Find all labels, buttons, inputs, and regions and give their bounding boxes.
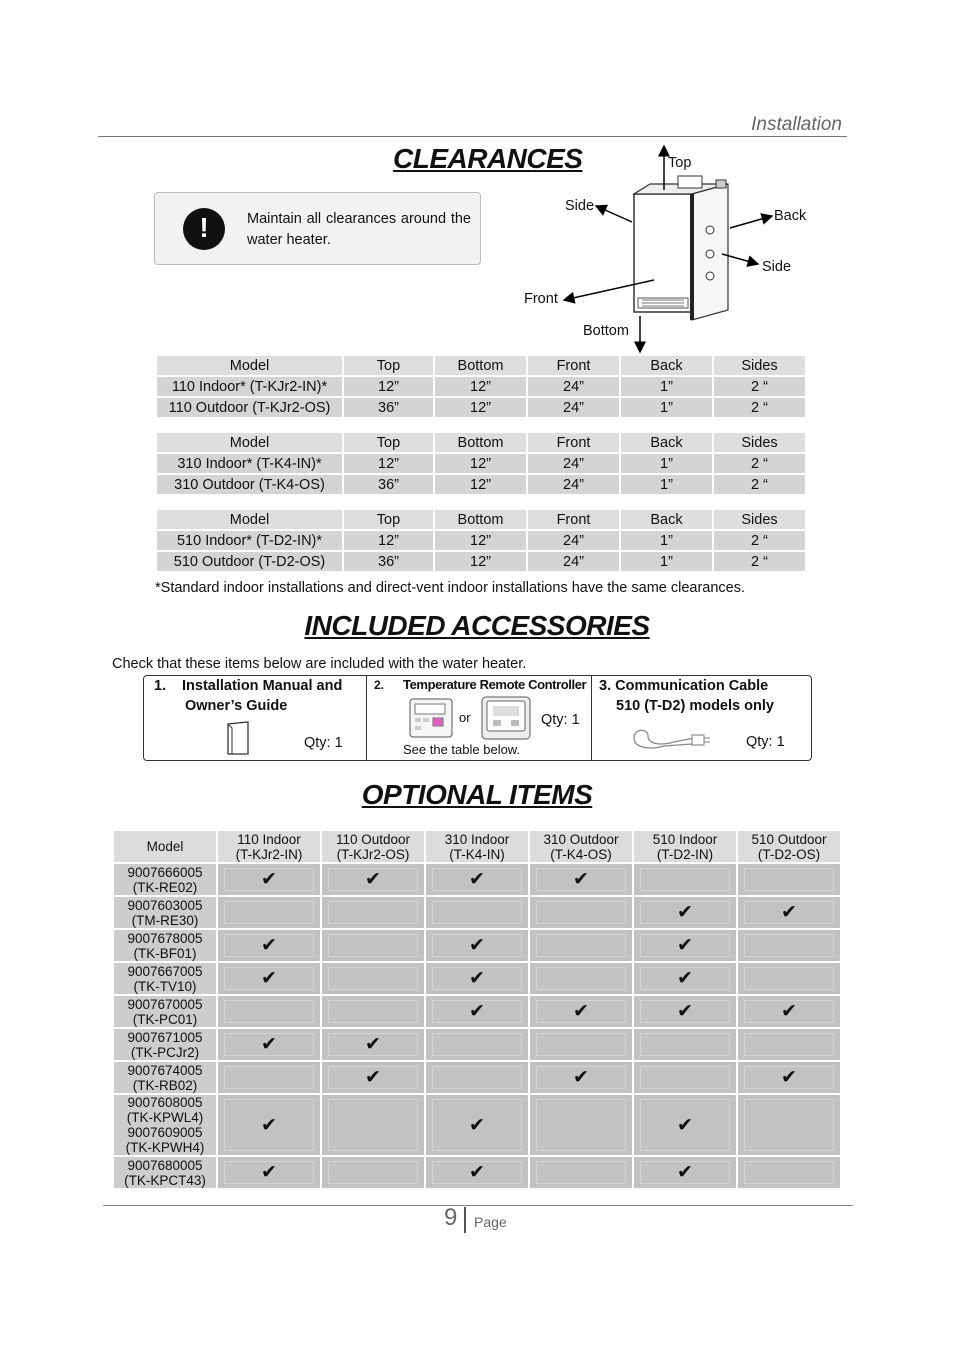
- cell: 12”: [435, 475, 526, 494]
- empty-cell: [426, 1062, 528, 1093]
- cell: 36”: [344, 552, 433, 571]
- clearance-table-110: [155, 354, 807, 419]
- compatible-cell: [426, 1095, 528, 1155]
- cell: 510 Indoor* (T-D2-IN)*: [157, 531, 342, 550]
- compatible-cell: [218, 1157, 320, 1188]
- accessories-title: INCLUDED ACCESSORIES: [304, 610, 650, 641]
- compatible-cell: [530, 1062, 632, 1093]
- empty-cell: [530, 963, 632, 994]
- cell: 36”: [344, 475, 433, 494]
- check-mark-icon: ✔: [677, 1114, 693, 1136]
- water-heater-illustration: [634, 176, 728, 320]
- model-line: 9007667005: [127, 963, 203, 979]
- col-header: 510 Outdoor (T-D2-OS): [738, 831, 840, 862]
- col-header: Front: [528, 433, 619, 452]
- clearance-table-510: [155, 508, 807, 573]
- cell: 1”: [621, 377, 712, 396]
- cell: 1”: [621, 398, 712, 417]
- table-row: [114, 1157, 840, 1188]
- check-mark-icon: ✔: [677, 935, 693, 956]
- compatible-cell: [634, 963, 736, 994]
- cable-icon: [630, 724, 714, 754]
- remote-controller-alt-icon: [481, 696, 531, 740]
- compatible-cell: [738, 1062, 840, 1093]
- model-cell: [114, 1029, 216, 1060]
- cell: 1”: [621, 454, 712, 473]
- model-line: (TK-BF01): [133, 945, 197, 961]
- col-header: Sides: [714, 510, 805, 529]
- col-header: Front: [528, 356, 619, 375]
- table-row: [157, 475, 805, 494]
- label-side-left: Side: [565, 198, 595, 214]
- model-line: 9007608005: [127, 1095, 203, 1110]
- label-back: Back: [774, 208, 807, 224]
- check-mark-icon: ✔: [781, 902, 797, 923]
- check-mark-icon: ✔: [781, 1067, 797, 1088]
- compatible-cell: [218, 864, 320, 895]
- empty-cell: [530, 1029, 632, 1060]
- cell: 2 “: [714, 531, 805, 550]
- check-mark-icon: ✔: [469, 1162, 485, 1183]
- header-rule: [98, 136, 847, 137]
- cell: 12”: [435, 398, 526, 417]
- table-row: [114, 1029, 840, 1060]
- cell: 36”: [344, 398, 433, 417]
- empty-cell: [738, 930, 840, 961]
- cell: 12”: [435, 454, 526, 473]
- cell: 1”: [621, 475, 712, 494]
- warning-box: [154, 192, 481, 265]
- item-note: See the table below.: [403, 742, 521, 757]
- compatible-cell: [634, 1095, 736, 1155]
- accessory-communication-cable: [592, 676, 810, 760]
- model-line: 9007671005: [127, 1029, 203, 1045]
- model-cell: [114, 1062, 216, 1093]
- compatible-cell: [218, 963, 320, 994]
- compatible-cell: [218, 1095, 320, 1155]
- cell: 2 “: [714, 377, 805, 396]
- check-mark-icon: ✔: [261, 1162, 277, 1183]
- accessories-box: [143, 675, 812, 761]
- cell: 110 Outdoor (T-KJr2-OS): [157, 398, 342, 417]
- clearances-title: CLEARANCES: [393, 143, 583, 174]
- clearance-table-310: [155, 431, 807, 496]
- check-mark-icon: ✔: [573, 869, 589, 890]
- cell: 310 Outdoor (T-K4-OS): [157, 475, 342, 494]
- clearance-diagram: [520, 140, 820, 355]
- cell: 24”: [528, 552, 619, 571]
- col-header: Bottom: [435, 510, 526, 529]
- check-mark-icon: ✔: [261, 968, 277, 989]
- empty-cell: [738, 1157, 840, 1188]
- compatible-cell: [426, 864, 528, 895]
- table-row: [114, 897, 840, 928]
- col-header: 510 Indoor (T-D2-IN): [634, 831, 736, 862]
- item-title: Installation Manual and: [182, 678, 343, 694]
- compatible-cell: [218, 1029, 320, 1060]
- page-separator: [464, 1207, 466, 1233]
- check-mark-icon: ✔: [781, 1001, 797, 1022]
- model-line: (TK-PC01): [132, 1011, 198, 1027]
- item-number: 1.: [154, 678, 167, 694]
- empty-cell: [738, 864, 840, 895]
- compatible-cell: [426, 1157, 528, 1188]
- col-header: Back: [621, 510, 712, 529]
- model-line: (TK-PCJr2): [130, 1044, 200, 1060]
- col-header: Top: [344, 356, 433, 375]
- col-header: Sides: [714, 433, 805, 452]
- model-line: 9007609005: [127, 1125, 203, 1140]
- manual-icon: [226, 720, 252, 756]
- table-header-row: [114, 831, 840, 862]
- model-line: (TK-KPWH4): [125, 1140, 205, 1155]
- compatible-cell: [634, 1157, 736, 1188]
- compatible-cell: [218, 930, 320, 961]
- cell: 310 Indoor* (T-K4-IN)*: [157, 454, 342, 473]
- check-mark-icon: ✔: [573, 1001, 589, 1022]
- model-cell: [114, 930, 216, 961]
- warning-text: Maintain all clearances around the water heater.: [247, 211, 471, 248]
- label-top: Top: [668, 155, 692, 171]
- cell: 2 “: [714, 398, 805, 417]
- model-cell: [114, 864, 216, 895]
- compatible-cell: [426, 930, 528, 961]
- check-mark-icon: ✔: [261, 1114, 277, 1136]
- cell: 24”: [528, 377, 619, 396]
- compatible-cell: [634, 897, 736, 928]
- col-header: Bottom: [435, 356, 526, 375]
- arrow-back: [730, 216, 772, 228]
- cell: 510 Outdoor (T-D2-OS): [157, 552, 342, 571]
- model-line: 9007666005: [127, 864, 203, 880]
- col-header: 310 Outdoor (T-K4-OS): [530, 831, 632, 862]
- model-line: (TM-RE30): [131, 912, 199, 928]
- check-mark-icon: ✔: [365, 1067, 381, 1088]
- table-row: [114, 930, 840, 961]
- col-header: Front: [528, 510, 619, 529]
- compatible-cell: [322, 1029, 424, 1060]
- table-row: [114, 996, 840, 1027]
- empty-cell: [322, 963, 424, 994]
- compatible-cell: [738, 996, 840, 1027]
- cell: 12”: [435, 552, 526, 571]
- check-mark-icon: ✔: [677, 968, 693, 989]
- empty-cell: [530, 1157, 632, 1188]
- item-title: 3. Communication Cable: [599, 678, 769, 694]
- model-cell: [114, 897, 216, 928]
- check-mark-icon: ✔: [261, 935, 277, 956]
- accessory-manual: [144, 676, 366, 760]
- empty-cell: [426, 897, 528, 928]
- item-subtitle: 510 (T-D2) models only: [616, 698, 774, 714]
- clearance-footnote: *Standard indoor installations and direct-vent indoor installations have the same clearances.: [155, 580, 746, 596]
- col-header: Back: [621, 356, 712, 375]
- model-line: (TK-KPWL4): [126, 1110, 204, 1125]
- empty-cell: [218, 996, 320, 1027]
- cell: 12”: [344, 377, 433, 396]
- optional-items-body: [114, 864, 840, 1188]
- col-header: Model: [157, 356, 342, 375]
- item-qty: Qty: 1: [304, 735, 343, 751]
- accessory-remote-controller: [367, 676, 591, 760]
- model-line: (TK-RE02): [132, 879, 198, 895]
- cell: 12”: [344, 454, 433, 473]
- footer-rule: [103, 1205, 853, 1206]
- cell: 12”: [435, 531, 526, 550]
- item-number: 2.: [374, 678, 385, 692]
- table-row: [157, 398, 805, 417]
- item-title: Temperature Remote Controller: [403, 677, 587, 692]
- cell: 1”: [621, 552, 712, 571]
- compatible-cell: [634, 996, 736, 1027]
- check-mark-icon: ✔: [677, 1162, 693, 1183]
- col-header: 110 Indoor (T-KJr2-IN): [218, 831, 320, 862]
- section-label: Installation: [751, 114, 842, 135]
- check-mark-icon: ✔: [469, 1114, 485, 1136]
- compatible-cell: [634, 930, 736, 961]
- compatible-cell: [426, 996, 528, 1027]
- empty-cell: [738, 1095, 840, 1155]
- model-line: 9007603005: [127, 897, 203, 913]
- model-line: 9007680005: [127, 1157, 203, 1173]
- optional-items-title: OPTIONAL ITEMS: [361, 779, 593, 810]
- check-mark-icon: ✔: [365, 869, 381, 890]
- compatible-cell: [738, 897, 840, 928]
- warning-icon: !: [183, 208, 225, 250]
- model-line: 9007674005: [127, 1062, 203, 1078]
- model-line: 9007678005: [127, 930, 203, 946]
- cell: 24”: [528, 475, 619, 494]
- model-cell: [114, 1095, 216, 1155]
- item-qty: Qty: 1: [541, 712, 580, 728]
- empty-cell: [218, 897, 320, 928]
- col-header: Top: [344, 510, 433, 529]
- model-line: (TK-RB02): [132, 1077, 198, 1093]
- empty-cell: [426, 1029, 528, 1060]
- model-line: 9007670005: [127, 996, 203, 1012]
- or-label: or: [459, 710, 471, 725]
- col-header: 310 Indoor (T-K4-IN): [426, 831, 528, 862]
- col-header: Bottom: [435, 433, 526, 452]
- empty-cell: [322, 897, 424, 928]
- cell: 2 “: [714, 475, 805, 494]
- check-mark-icon: ✔: [365, 1034, 381, 1055]
- model-line: (TK-TV10): [133, 978, 197, 994]
- cell: 110 Indoor* (T-KJr2-IN)*: [157, 377, 342, 396]
- col-header: Model: [157, 510, 342, 529]
- compatible-cell: [530, 996, 632, 1027]
- empty-cell: [634, 864, 736, 895]
- table-header-row: [157, 433, 805, 452]
- col-header: Top: [344, 433, 433, 452]
- empty-cell: [738, 963, 840, 994]
- table-row: [157, 531, 805, 550]
- table-header-row: [157, 510, 805, 529]
- page-number: 9: [444, 1204, 458, 1231]
- table-row: [114, 963, 840, 994]
- model-cell: [114, 996, 216, 1027]
- label-front: Front: [524, 291, 558, 307]
- cell: 24”: [528, 454, 619, 473]
- page-label: Page: [474, 1214, 507, 1230]
- empty-cell: [530, 897, 632, 928]
- cell: 1”: [621, 531, 712, 550]
- label-bottom: Bottom: [583, 323, 629, 339]
- check-mark-icon: ✔: [677, 1001, 693, 1022]
- table-header-row: [157, 356, 805, 375]
- remote-controller-icon: [409, 698, 453, 738]
- model-cell: [114, 963, 216, 994]
- table-row: [114, 1062, 840, 1093]
- label-side-right: Side: [762, 259, 792, 275]
- check-mark-icon: ✔: [469, 935, 485, 956]
- empty-cell: [322, 996, 424, 1027]
- cell: 24”: [528, 531, 619, 550]
- table-row: [114, 864, 840, 895]
- model-cell: [114, 1157, 216, 1188]
- item-qty: Qty: 1: [746, 734, 785, 750]
- optional-items-table: [112, 829, 842, 1190]
- empty-cell: [322, 1157, 424, 1188]
- col-header: Model: [157, 433, 342, 452]
- check-mark-icon: ✔: [469, 968, 485, 989]
- table-row: [157, 552, 805, 571]
- accessories-intro: Check that these items below are included with the water heater.: [112, 656, 527, 672]
- col-header: Sides: [714, 356, 805, 375]
- compatible-cell: [322, 864, 424, 895]
- empty-cell: [634, 1029, 736, 1060]
- empty-cell: [738, 1029, 840, 1060]
- table-row: [157, 377, 805, 396]
- cell: 2 “: [714, 552, 805, 571]
- check-mark-icon: ✔: [261, 869, 277, 890]
- cell: 2 “: [714, 454, 805, 473]
- cell: 12”: [344, 531, 433, 550]
- arrow-side-left: [596, 206, 632, 222]
- check-mark-icon: ✔: [573, 1067, 589, 1088]
- check-mark-icon: ✔: [469, 869, 485, 890]
- empty-cell: [530, 930, 632, 961]
- col-header: 110 Outdoor (T-KJr2-OS): [322, 831, 424, 862]
- cell: 24”: [528, 398, 619, 417]
- empty-cell: [322, 1095, 424, 1155]
- model-line: (TK-KPCT43): [124, 1172, 206, 1188]
- item-subtitle: Owner’s Guide: [185, 698, 288, 714]
- check-mark-icon: ✔: [469, 1001, 485, 1022]
- empty-cell: [218, 1062, 320, 1093]
- table-row: [157, 454, 805, 473]
- compatible-cell: [426, 963, 528, 994]
- compatible-cell: [322, 1062, 424, 1093]
- check-mark-icon: ✔: [677, 902, 693, 923]
- empty-cell: [322, 930, 424, 961]
- empty-cell: [530, 1095, 632, 1155]
- check-mark-icon: ✔: [261, 1034, 277, 1055]
- cell: 12”: [435, 377, 526, 396]
- col-header: Back: [621, 433, 712, 452]
- col-header-model: Model: [114, 831, 216, 862]
- table-row: [114, 1095, 840, 1155]
- compatible-cell: [530, 864, 632, 895]
- empty-cell: [634, 1062, 736, 1093]
